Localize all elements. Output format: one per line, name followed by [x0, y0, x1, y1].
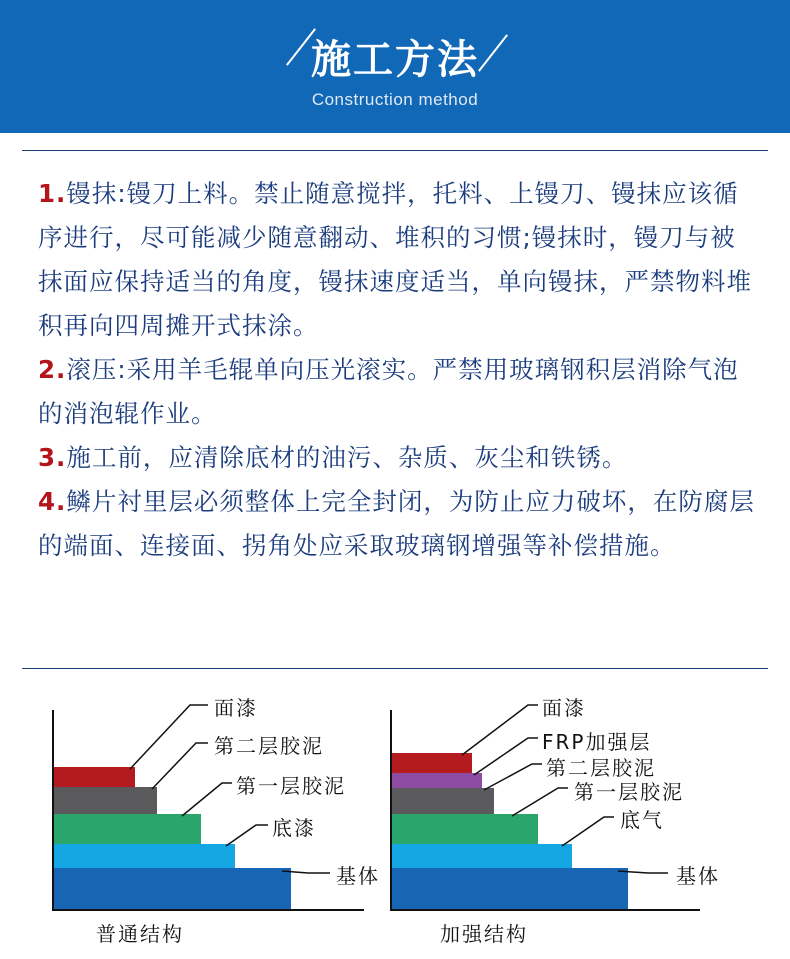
- top-divider: [22, 150, 768, 151]
- layer-diagrams: [0, 690, 790, 959]
- step-text: 施工前，应清除底材的油污、杂质、灰尘和铁锈。: [66, 443, 628, 472]
- step-2: [38, 348, 758, 436]
- step-text: 滚压:采用羊毛辊单向压光滚实。严禁用玻璃钢积层消除气泡的消泡辊作业。: [38, 355, 739, 428]
- reinforced-label-primer: 底气: [620, 808, 664, 832]
- reinforced-label-first-putty: 第一层胶泥: [574, 780, 684, 804]
- header-banner: [0, 0, 790, 133]
- page-subtitle: Construction method: [311, 90, 479, 109]
- normal-label-second-putty: 第二层胶泥: [214, 734, 324, 758]
- reinforced-caption: 加强结构: [440, 922, 528, 946]
- step-4: [38, 480, 758, 568]
- step-number: 4.: [38, 487, 67, 516]
- reinforced-leader-lines: [0, 690, 790, 959]
- step-text: 镘抹:镘刀上料。禁止随意搅拌，托料、上镘刀、镘抹应该循序进行，尽可能减少随意翻动、堆积的习惯;镘抹时，镘刀与被抹面应保持适当的角度，镘抹速度适当，单向镘抹，严禁物料堆积再向四周摊开式抹涂。: [38, 179, 752, 340]
- reinforced-label-topcoat: 面漆: [542, 696, 586, 720]
- construction-steps: [38, 172, 758, 568]
- normal-label-topcoat: 面漆: [214, 696, 258, 720]
- normal-caption: 普通结构: [96, 922, 184, 946]
- step-number: 3.: [38, 443, 67, 472]
- reinforced-label-second-putty: 第二层胶泥: [546, 756, 656, 780]
- bottom-divider: [22, 668, 768, 669]
- step-1: [38, 172, 758, 348]
- normal-label-substrate: 基体: [336, 864, 380, 888]
- normal-label-primer: 底漆: [272, 816, 316, 840]
- step-number: 1.: [38, 179, 67, 208]
- step-text: 鳞片衬里层必须整体上完全封闭，为防止应力破坏，在防腐层的端面、连接面、拐角处应采取玻璃钢增强等补偿措施。: [38, 487, 755, 560]
- normal-label-first-putty: 第一层胶泥: [236, 774, 346, 798]
- step-number: 2.: [38, 355, 67, 384]
- reinforced-label-frp-layer: FRP加强层: [542, 730, 652, 754]
- page-title: 施工方法: [311, 37, 479, 83]
- step-3: [38, 436, 758, 480]
- reinforced-label-substrate: 基体: [676, 864, 720, 888]
